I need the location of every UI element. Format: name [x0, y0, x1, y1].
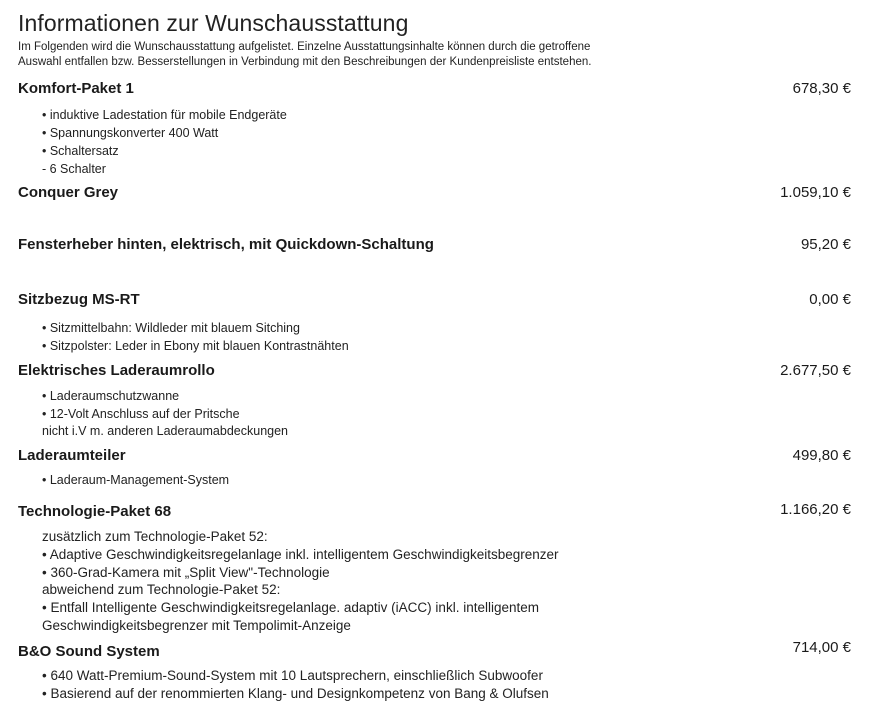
item-price: 1.166,20 € [780, 501, 851, 518]
item-price: 499,80 € [792, 447, 851, 464]
item-price: 1.059,10 € [780, 184, 851, 201]
item-details [42, 319, 349, 355]
item-price: 0,00 € [809, 291, 851, 308]
item-price: 678,30 € [792, 80, 851, 97]
detail-line: • Laderaum-Management-System [42, 473, 230, 487]
item-title: Fensterheber hinten, elektrisch, mit Quickdown-Schaltung [18, 236, 434, 253]
detail-line: • Spannungskonverter 400 Watt [42, 126, 219, 140]
detail-line: • Basierend auf der renommierten Klang- und Designkompetenz von Bang & Olufsen [42, 685, 549, 701]
item-title: Elektrisches Laderaumrollo [18, 362, 215, 379]
item-title: B&O Sound System [18, 643, 160, 660]
detail-line: Geschwindigkeitsbegrenzer mit Tempolimit-Anzeige [42, 617, 351, 633]
item-price: 2.677,50 € [780, 362, 851, 379]
item-details [42, 472, 229, 490]
detail-line: • Entfall Intelligente Geschwindigkeitsregelanlage. adaptiv (iACC) inkl. intelligentem [42, 600, 539, 616]
intro-line: Auswahl entfallen bzw. Besserstellungen in Verbindung mit den Beschreibungen der Kundenpreisliste entstehen. [18, 56, 592, 68]
detail-line: • Sitzpolster: Leder in Ebony mit blauen Kontrastnähten [42, 339, 349, 353]
item-price: 95,20 € [800, 236, 851, 253]
detail-line: • Schaltersatz [42, 144, 119, 158]
item-details [42, 106, 287, 178]
detail-line: • Adaptive Geschwindigkeitsregelanlage inkl. intelligentem Geschwindigkeitsbegrenzer [42, 546, 559, 562]
item-title: Sitzbezug MS-RT [18, 291, 140, 308]
item-price: 714,00 € [792, 639, 851, 656]
item-title: Technologie-Paket 68 [18, 503, 172, 520]
item-title: Laderaumteiler [18, 447, 126, 464]
detail-line: • 360-Grad-Kamera mit „Split View"-Technologie [42, 564, 330, 580]
intro-line: Im Folgenden wird die Wunschausstattung aufgelistet. Einzelne Ausstattungsinhalte können durch die getroffene [18, 41, 591, 53]
detail-line: • 12-Volt Anschluss auf der Pritsche [42, 406, 240, 421]
item-title: Conquer Grey [18, 184, 119, 201]
detail-line: • Laderaumschutzwanne [42, 389, 180, 403]
detail-line: - 6 Schalter [42, 162, 106, 176]
item-details [42, 388, 288, 441]
item-details [42, 528, 559, 635]
item-details [42, 667, 549, 703]
detail-line: zusätzlich zum Technologie-Paket 52: [42, 529, 268, 544]
page-title: Informationen zur Wunschausstattung [18, 10, 409, 36]
detail-line: • induktive Ladestation für mobile Endgeräte [42, 108, 287, 122]
item-title: Komfort-Paket 1 [18, 80, 134, 97]
detail-line: nicht i.V m. anderen Laderaumabdeckungen [42, 424, 288, 438]
detail-line: abweichend zum Technologie-Paket 52: [42, 582, 281, 598]
intro-text [18, 40, 778, 70]
detail-line: • Sitzmittelbahn: Wildleder mit blauem Sitching [42, 321, 300, 335]
detail-line: • 640 Watt-Premium-Sound-System mit 10 Lautsprechern, einschließlich Subwoofer [42, 668, 543, 683]
